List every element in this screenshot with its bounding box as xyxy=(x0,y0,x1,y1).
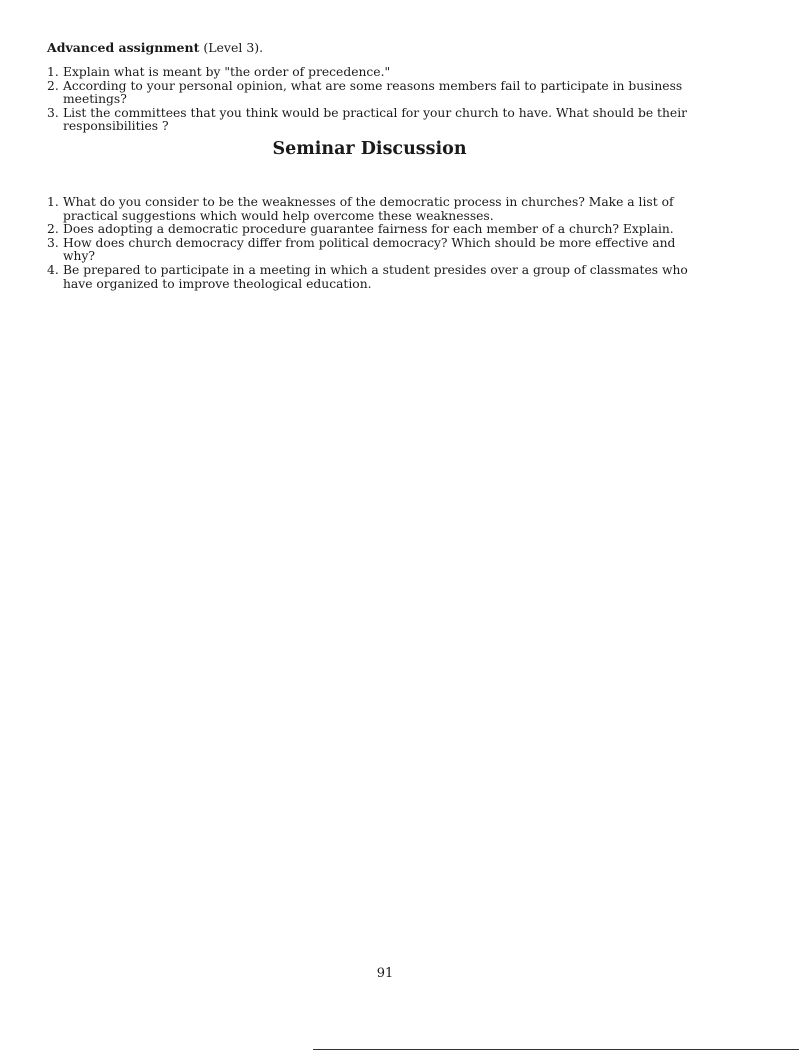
item-number: 3. xyxy=(47,235,59,250)
item-text: According to your personal opinion, what are some reasons members fail to participate in business meetings? xyxy=(63,78,683,107)
item-text: Be prepared to participate in a meeting in which a student presides over a group of classmates who have organized to improve theological education. xyxy=(63,262,688,291)
item-text: Explain what is meant by "the order of precedence." xyxy=(63,65,391,79)
item-text: How does church democracy differ from political democracy? Which should be more effective and why? xyxy=(63,235,676,264)
list-item xyxy=(47,66,697,80)
item-text: List the committees that you think would be practical for your church to have. What should be their responsibilities ? xyxy=(63,105,688,134)
list-item xyxy=(47,80,697,107)
item-number: 1. xyxy=(47,195,59,209)
advanced-assignment-label: Advanced assignment xyxy=(47,40,200,55)
list-item xyxy=(47,107,697,134)
advanced-assignment-heading xyxy=(47,40,263,56)
seminar-discussion-title: Seminar Discussion xyxy=(272,139,467,159)
list-item xyxy=(47,196,697,223)
page-number: 91 xyxy=(376,966,394,981)
list-item xyxy=(47,237,697,264)
list-item xyxy=(47,223,697,237)
item-text: What do you consider to be the weaknesses of the democratic process in churches? Make a list of practical suggestions which would help overcome these weaknesses. xyxy=(63,195,674,223)
item-number: 3. xyxy=(47,105,59,120)
list-item xyxy=(47,264,697,291)
advanced-assignment-list xyxy=(47,66,697,134)
seminar-discussion-list xyxy=(47,196,697,291)
item-text: Does adopting a democratic procedure guarantee fairness for each member of a church? Explain. xyxy=(63,222,674,237)
item-number: 2. xyxy=(47,222,59,237)
advanced-assignment-level: (Level 3). xyxy=(199,40,264,55)
item-number: 2. xyxy=(47,78,59,93)
item-number: 4. xyxy=(47,262,59,277)
bottom-rule xyxy=(313,1049,799,1050)
item-number: 1. xyxy=(47,65,59,79)
